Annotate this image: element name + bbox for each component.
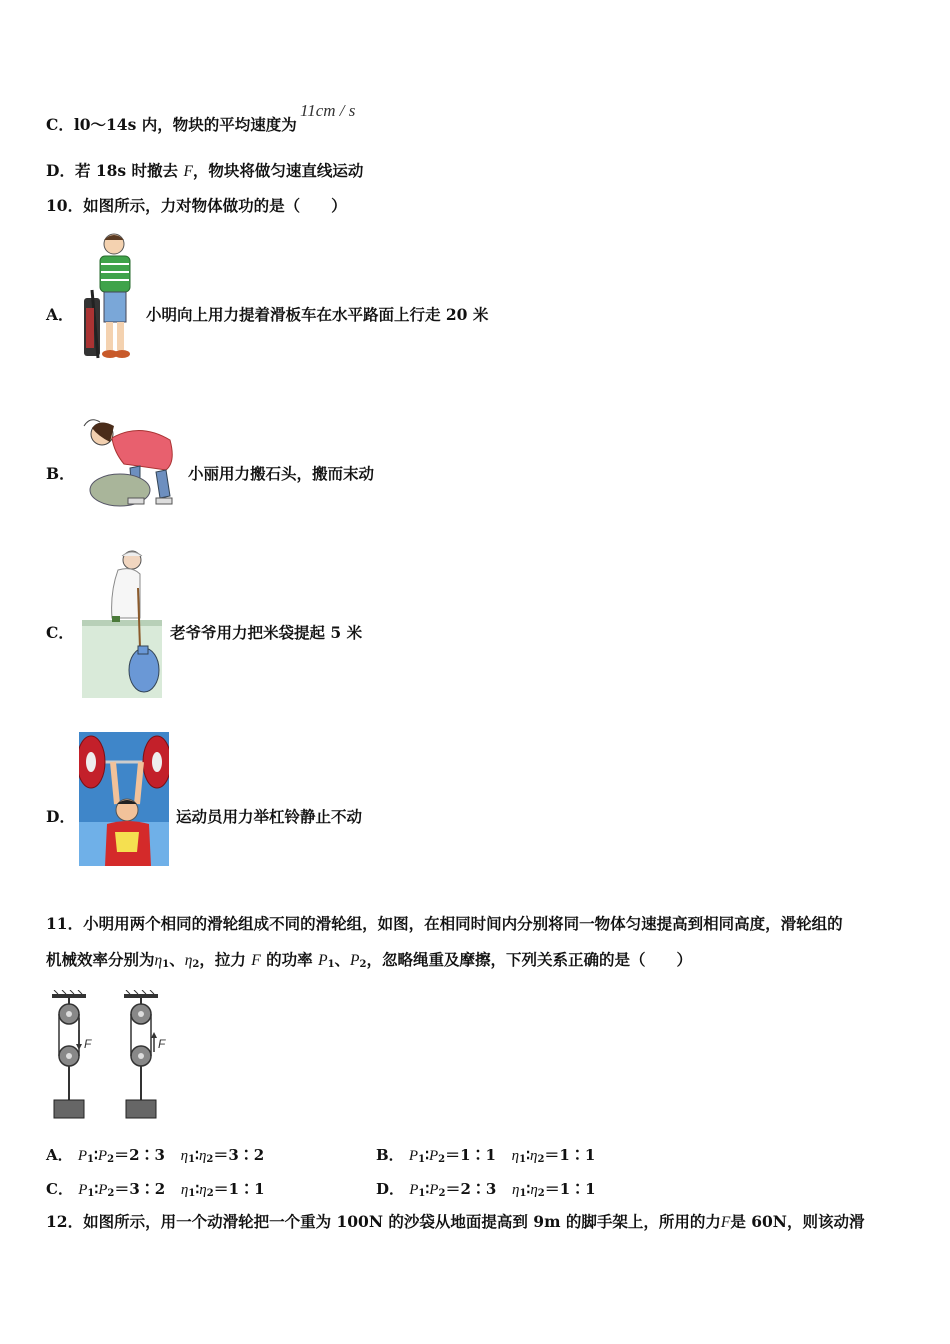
q9-option-d-var: F	[183, 163, 193, 180]
q11-var-f: F	[251, 952, 261, 969]
q11-b-eta1-sub: 1	[519, 1154, 527, 1165]
q9-option-d	[46, 161, 363, 182]
q11-d-eta2: η	[530, 1182, 538, 1198]
q11-c-eta2: η	[199, 1182, 207, 1198]
q11-c-eta2-sub: 2	[206, 1188, 214, 1199]
q11-b-p1-sub: 1	[418, 1154, 426, 1165]
q11-option-a	[46, 1144, 264, 1165]
q11-b-p1: P	[408, 1148, 419, 1164]
q11-c-p-ratio: ＝3∶2	[114, 1180, 166, 1198]
q12-stem	[46, 1212, 864, 1233]
q11-c-eta1-sub: 1	[188, 1188, 196, 1199]
q10-option-c-text: 老爷爷用力把米袋提起 5 米	[170, 623, 363, 642]
q9-option-c	[46, 115, 297, 135]
q10-option-a-text: 小明向上用力提着滑板车在水平路面上行走 20 米	[146, 305, 489, 324]
q11-var-p2: P	[350, 952, 360, 969]
q11-b-colon2: ∶	[526, 1146, 530, 1164]
q11-c-p2-sub: 2	[107, 1188, 115, 1199]
boy-with-scooter-image	[80, 228, 142, 364]
q11-d-eta-ratio: ＝1∶1	[544, 1180, 596, 1198]
q11-option-c	[46, 1178, 265, 1199]
q11-var-p1: P	[318, 952, 328, 969]
q11-stem-line2	[46, 950, 692, 975]
q11-eta2: η	[184, 952, 193, 969]
q10-option-c-letter: C．	[46, 623, 74, 642]
q10-option-b-letter: B．	[46, 464, 75, 483]
q11-d-p-ratio: ＝2∶3	[445, 1180, 497, 1198]
q10-stem: 10．如图所示，力对物体做功的是（ ）	[46, 196, 347, 215]
q12-stem-text-b: 是 60N，则该动滑	[730, 1212, 865, 1231]
q11-c-colon: ∶	[94, 1180, 99, 1198]
weightlifter-image	[79, 732, 169, 866]
q11-a-eta2: η	[198, 1148, 207, 1164]
q11-c-eta1: η	[180, 1182, 189, 1198]
q11-d-p1: P	[409, 1182, 419, 1198]
q10-option-d-letter: D．	[46, 807, 75, 826]
q11-a-p-ratio: ＝2∶3	[114, 1146, 165, 1164]
q11-option-d	[376, 1178, 596, 1199]
q11-a-p1-sub: 1	[87, 1154, 95, 1165]
q11-b-p2-sub: 2	[438, 1154, 446, 1165]
q11-p1-sub: 1	[327, 959, 335, 970]
q11-c-p1: P	[78, 1182, 88, 1198]
grandpa-lifting-rice-bag-image	[82, 548, 162, 698]
q12-stem-text-a: 12．如图所示，用一个动滑轮把一个重为 100N 的沙袋从地面提高到 9m 的脚手架上，所用的力	[46, 1212, 721, 1231]
q11-stem-text-d: ，忽略绳重及摩擦，下列关系正确的是（ ）	[366, 950, 692, 969]
q11-eta1-sub: 1	[162, 959, 170, 970]
q11-a-eta1: η	[180, 1148, 189, 1164]
q11-sep: 、	[169, 950, 185, 969]
q11-b-eta2-sub: 2	[537, 1154, 545, 1165]
q11-eta1: η	[154, 952, 163, 969]
q11-c-p2: P	[98, 1182, 108, 1198]
q9-option-d-prefix: D．若 18s 时撤去	[46, 161, 179, 180]
q10-option-a-letter: A．	[46, 305, 74, 324]
q11-d-eta1: η	[511, 1182, 520, 1198]
q11-a-eta1-sub: 1	[188, 1154, 196, 1165]
q11-sep2: 、	[334, 950, 351, 969]
pulley-systems-diagram	[40, 990, 180, 1120]
q11-c-p1-sub: 1	[87, 1188, 95, 1199]
q10-option-d-text: 运动员用力举杠铃静止不动	[176, 807, 363, 826]
q11-a-p1: P	[77, 1148, 88, 1164]
q11-a-colon2: ∶	[195, 1146, 199, 1164]
q11-d-colon: ∶	[425, 1180, 430, 1198]
q11-b-p-ratio: ＝1∶1	[445, 1146, 496, 1164]
q9-option-c-text: C．l0～14s 内，物块的平均速度为	[46, 115, 297, 134]
q11-a-p2: P	[97, 1148, 108, 1164]
q11-b-eta1: η	[511, 1148, 520, 1164]
q11-option-b	[376, 1144, 595, 1165]
q11-stem-text-c: 的功率	[266, 950, 313, 969]
q11-stem-line1: 11．小明用两个相同的滑轮组成不同的滑轮组，如图，在相同时间内分别将同一物体匀速提高到相同高度，滑轮组的	[46, 914, 843, 933]
q11-option-c-letter: C．	[46, 1180, 73, 1198]
q11-option-a-letter: A．	[46, 1146, 73, 1164]
q11-b-colon: ∶	[425, 1146, 429, 1164]
q11-b-p2: P	[428, 1148, 439, 1164]
q11-p2-sub: 2	[359, 959, 367, 970]
q11-c-eta-ratio: ＝1∶1	[213, 1180, 265, 1198]
left-force-label: F	[84, 1037, 92, 1051]
q11-d-eta1-sub: 1	[519, 1188, 527, 1199]
q11-option-b-letter: B．	[376, 1146, 404, 1164]
q11-stem-text-a: 机械效率分别为	[46, 950, 155, 969]
q12-var-f: F	[720, 1214, 731, 1231]
q11-a-eta-ratio: ＝3∶2	[213, 1146, 265, 1164]
girl-lifting-stone-image	[80, 412, 184, 508]
right-force-label: F	[158, 1037, 166, 1051]
q11-a-colon: ∶	[94, 1146, 98, 1164]
q11-c-colon2: ∶	[195, 1180, 200, 1198]
q10-option-b-text: 小丽用力搬石头，搬而末动	[188, 464, 375, 483]
q11-b-eta2: η	[529, 1148, 538, 1164]
q9-option-c-math: 11cm / s	[300, 101, 356, 120]
q11-a-p2-sub: 2	[107, 1154, 115, 1165]
q11-d-p2: P	[429, 1182, 439, 1198]
q11-d-p2-sub: 2	[438, 1188, 446, 1199]
q11-option-d-letter: D．	[376, 1180, 405, 1198]
q11-stem-text-b: ，拉力	[199, 950, 246, 969]
q11-d-p1-sub: 1	[418, 1188, 426, 1199]
q11-d-colon2: ∶	[526, 1180, 531, 1198]
q9-option-d-suffix: ，物块将做匀速直线运动	[192, 161, 364, 180]
q11-b-eta-ratio: ＝1∶1	[544, 1146, 596, 1164]
q11-d-eta2-sub: 2	[537, 1188, 545, 1199]
q11-eta2-sub: 2	[192, 959, 200, 970]
q11-a-eta2-sub: 2	[206, 1154, 214, 1165]
